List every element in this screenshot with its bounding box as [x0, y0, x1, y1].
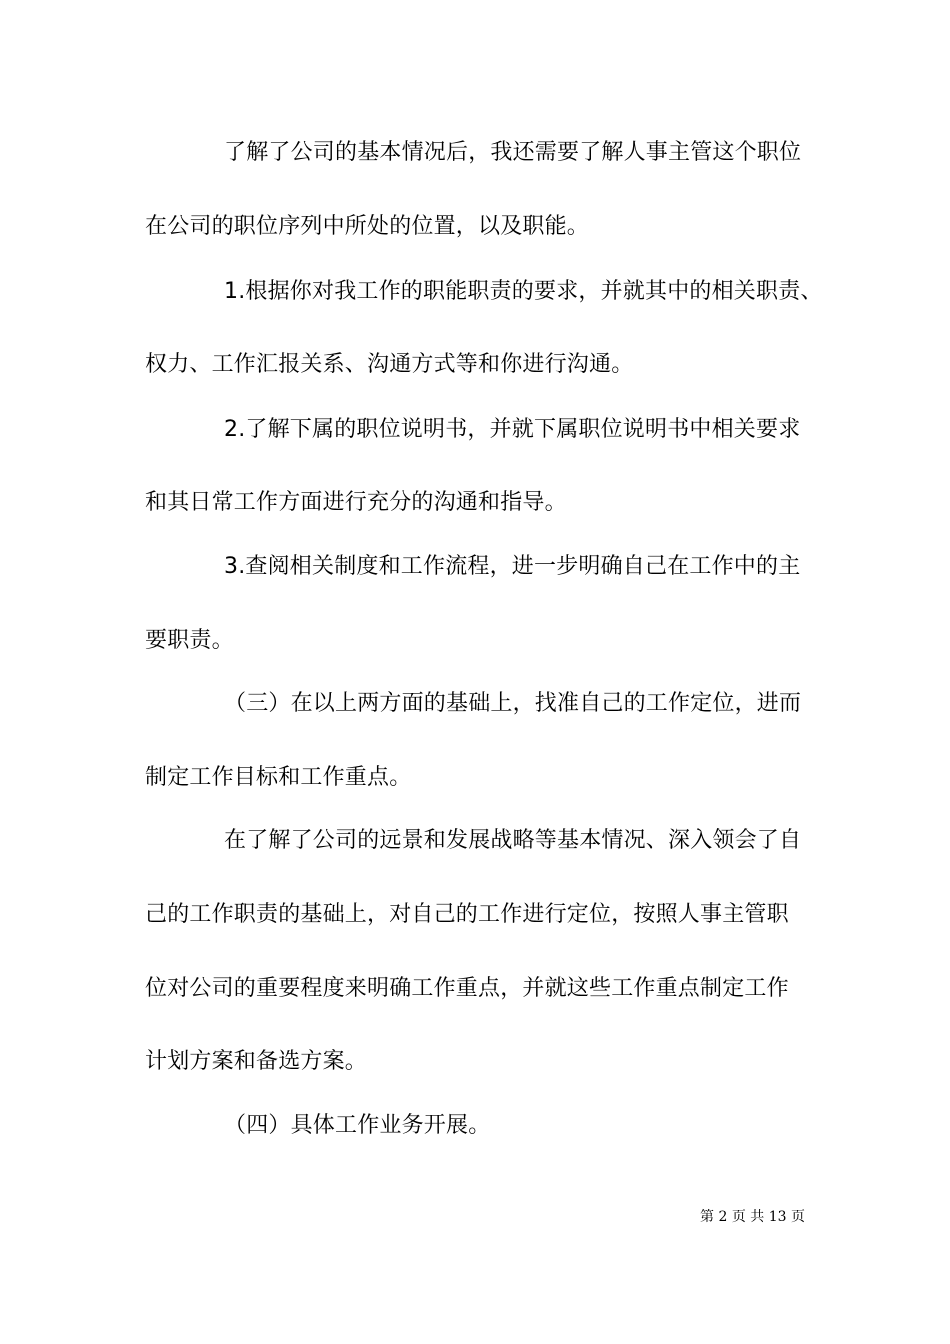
paragraph-1-line-1: 了解了公司的基本情况后，我还需要了解人事主管这个职位 [224, 140, 802, 165]
paragraph-2-line-2: 权力、工作汇报关系、沟通方式等和你进行沟通。 [145, 352, 634, 377]
paragraph-2-line-1: 1.根据你对我工作的职能职责的要求，并就其中的相关职责、 [224, 279, 823, 304]
paragraph-4-line-2: 要职责。 [145, 628, 234, 653]
page-number-footer: 第 2 页 共 13 页 [700, 1209, 805, 1225]
paragraph-6-line-1: 在了解了公司的远景和发展战略等基本情况、深入领会了自 [224, 828, 802, 853]
paragraph-3-line-2: 和其日常工作方面进行充分的沟通和指导。 [145, 490, 567, 515]
paragraph-3-line-1: 2.了解下属的职位说明书，并就下属职位说明书中相关要求 [224, 417, 801, 442]
paragraph-1-line-2: 在公司的职位序列中所处的位置，以及职能。 [145, 214, 590, 239]
paragraph-6-line-4: 计划方案和备选方案。 [145, 1049, 368, 1074]
paragraph-6-line-3: 位对公司的重要程度来明确工作重点，并就这些工作重点制定工作 [145, 976, 789, 1001]
paragraph-4-line-1: 3.查阅相关制度和工作流程，进一步明确自己在工作中的主 [224, 554, 801, 579]
paragraph-7-line-1: （四）具体工作业务开展。 [224, 1113, 491, 1138]
paragraph-6-line-2: 己的工作职责的基础上，对自己的工作进行定位，按照人事主管职 [145, 902, 789, 927]
paragraph-5-line-1: （三）在以上两方面的基础上，找准自己的工作定位，进而 [224, 691, 802, 716]
paragraph-5-line-2: 制定工作目标和工作重点。 [145, 765, 412, 790]
